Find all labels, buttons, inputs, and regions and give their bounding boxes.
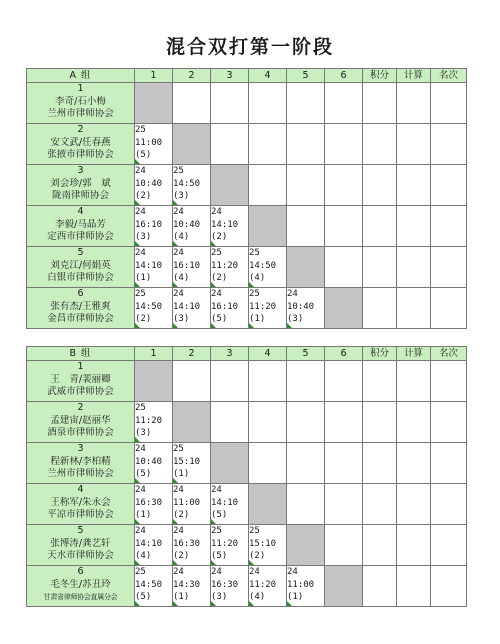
group-name: B 组 [27,347,135,361]
empty-cell [211,402,249,443]
match-time: 14:50 [173,178,201,189]
team-cell [27,525,135,566]
empty-cell [363,124,397,165]
match-cell [211,566,249,607]
column-header: 4 [249,69,287,83]
column-header: 3 [211,347,249,361]
match-time: 10:40 [287,301,315,312]
team-players: 张博涛/龚艺轩 [50,537,111,549]
team-cell [27,402,135,443]
match-court: (3) [135,428,152,438]
team-row [27,525,467,566]
team-row [27,566,467,607]
match-court: (5) [135,469,152,479]
team-org: 酒泉市律师协会 [47,427,114,438]
match-time: 14:10 [211,219,239,230]
column-header: 3 [211,69,249,83]
match-points: 24 [211,207,222,217]
empty-cell [249,83,287,124]
team-number: 5 [77,525,84,536]
match-court: (2) [249,551,266,561]
self-match-cell [173,124,211,165]
team-org: 张掖市律师协会 [47,149,114,160]
empty-cell [325,247,363,288]
team-players: 安文武/任春燕 [50,136,111,148]
team-players: 张有杰/王雅爽 [50,300,111,312]
match-points: 24 [135,207,146,217]
empty-cell [397,361,431,402]
match-time: 16:10 [211,301,239,312]
match-court: (1) [173,469,190,479]
match-court: (2) [211,273,228,283]
match-points: 24 [135,526,146,536]
match-cell [211,247,249,288]
match-time: 14:10 [135,538,163,549]
empty-cell [397,206,431,247]
match-time: 11:20 [211,538,239,549]
empty-cell [363,566,397,607]
empty-cell [397,165,431,206]
page-title: 混合双打第一阶段 [165,36,334,58]
team-number: 1 [77,361,84,372]
empty-cell [363,165,397,206]
match-points: 25 [173,444,184,454]
empty-cell [211,83,249,124]
match-time: 11:00 [173,497,201,508]
empty-cell [363,288,397,329]
match-court: (1) [135,273,152,283]
column-header: 名次 [431,69,467,83]
match-time: 14:50 [135,579,163,590]
team-row [27,165,467,206]
self-match-cell [249,206,287,247]
match-time: 16:10 [135,219,163,230]
match-cell [173,443,211,484]
match-court: (5) [135,150,152,160]
match-cell [135,566,173,607]
team-number: 3 [77,443,84,454]
empty-cell [325,402,363,443]
match-points: 25 [135,125,146,135]
match-cell [249,566,287,607]
match-court: (3) [135,232,152,242]
team-players: 王称军/朱永会 [50,496,111,508]
team-org: 定西市律师协会 [47,231,114,242]
match-court: (2) [173,510,190,520]
match-court: (5) [135,592,152,602]
column-header: 积分 [363,347,397,361]
empty-cell [249,402,287,443]
empty-cell [431,124,467,165]
team-row [27,206,467,247]
team-cell [27,484,135,525]
column-header: 5 [287,347,325,361]
empty-cell [431,165,467,206]
match-time: 14:50 [135,301,163,312]
match-points: 24 [173,567,184,577]
column-header: 4 [249,347,287,361]
column-header: 名次 [431,347,467,361]
team-players: 毛冬生/苏丑玲 [50,578,111,590]
match-cell [173,247,211,288]
match-points: 25 [249,248,260,258]
match-time: 14:10 [135,260,163,271]
empty-cell [363,361,397,402]
match-court: (5) [211,314,228,324]
team-cell [27,206,135,247]
match-cell [249,288,287,329]
self-match-cell [211,443,249,484]
match-court: (2) [173,551,190,561]
match-cell [173,206,211,247]
empty-cell [431,206,467,247]
empty-cell [325,443,363,484]
match-court: (3) [287,314,304,324]
match-time: 10:40 [135,456,163,467]
match-cell [135,484,173,525]
team-row [27,402,467,443]
column-header: 2 [173,347,211,361]
empty-cell [287,402,325,443]
match-court: (4) [249,273,266,283]
match-time: 11:20 [249,579,277,590]
team-row [27,288,467,329]
team-number: 2 [77,124,84,135]
team-cell [27,165,135,206]
match-points: 24 [173,207,184,217]
match-points: 24 [211,567,222,577]
match-points: 24 [135,444,146,454]
empty-cell [363,247,397,288]
empty-cell [287,83,325,124]
match-cell [173,566,211,607]
team-players: 李毅/马晶芳 [55,218,106,230]
column-header: 计算 [397,69,431,83]
empty-cell [431,247,467,288]
self-match-cell [135,83,173,124]
empty-cell [287,165,325,206]
match-cell [287,566,325,607]
team-org: 兰州市律师协会 [47,468,114,479]
match-cell [173,288,211,329]
match-cell [211,206,249,247]
empty-cell [363,402,397,443]
match-cell [135,124,173,165]
team-cell [27,124,135,165]
match-points: 24 [287,289,298,299]
team-number: 2 [77,402,84,413]
team-number: 6 [77,288,84,299]
empty-cell [325,206,363,247]
team-row [27,484,467,525]
match-points: 24 [249,567,260,577]
empty-cell [325,165,363,206]
match-court: (3) [211,592,228,602]
match-cell [135,206,173,247]
team-row [27,361,467,402]
column-header: 1 [135,347,173,361]
team-players: 刘克江/何娟英 [50,259,111,271]
team-number: 4 [77,484,84,495]
team-row [27,247,467,288]
match-time: 10:40 [173,219,201,230]
match-court: (4) [173,232,190,242]
match-points: 24 [135,166,146,176]
column-header: 6 [325,347,363,361]
empty-cell [431,443,467,484]
team-org: 天水市律师协会 [47,550,114,561]
team-players: 李奇/石小梅 [55,95,106,107]
match-points: 24 [135,248,146,258]
empty-cell [249,361,287,402]
column-header: 5 [287,69,325,83]
column-header: 1 [135,69,173,83]
match-cell [135,443,173,484]
team-number: 3 [77,165,84,176]
match-court: (4) [173,273,190,283]
match-points: 25 [173,166,184,176]
empty-cell [397,484,431,525]
group-a-table [26,68,467,329]
self-match-cell [325,566,363,607]
match-time: 16:10 [173,260,201,271]
match-cell [211,288,249,329]
team-row [27,124,467,165]
empty-cell [363,484,397,525]
team-cell [27,566,135,607]
match-points: 25 [211,526,222,536]
self-match-cell [287,247,325,288]
team-players: 王 青/裴丽卿 [50,373,111,385]
match-time: 11:20 [211,260,239,271]
self-match-cell [249,484,287,525]
empty-cell [397,402,431,443]
empty-cell [363,525,397,566]
empty-cell [287,124,325,165]
match-court: (5) [211,551,228,561]
match-cell [173,525,211,566]
team-number: 5 [77,247,84,258]
match-time: 16:30 [211,579,239,590]
match-cell [211,525,249,566]
empty-cell [211,361,249,402]
column-header: 2 [173,69,211,83]
empty-cell [397,525,431,566]
match-court: (3) [173,314,190,324]
group-b-table [26,346,467,607]
match-time: 16:30 [173,538,201,549]
match-time: 15:10 [173,456,201,467]
match-points: 25 [135,289,146,299]
empty-cell [431,83,467,124]
match-court: (4) [249,592,266,602]
self-match-cell [173,402,211,443]
self-match-cell [135,361,173,402]
empty-cell [397,124,431,165]
empty-cell [287,361,325,402]
match-time: 11:00 [287,579,315,590]
empty-cell [173,361,211,402]
match-time: 14:10 [211,497,239,508]
match-cell [135,288,173,329]
empty-cell [287,484,325,525]
match-cell [173,484,211,525]
team-org: 兰州市律师协会 [47,108,114,119]
empty-cell [173,83,211,124]
match-points: 25 [211,248,222,258]
team-players: 刘会珍/郭 斌 [50,177,111,189]
match-points: 24 [173,485,184,495]
empty-cell [249,165,287,206]
team-players: 程新林/李柏精 [50,455,111,467]
match-points: 25 [135,567,146,577]
match-time: 10:40 [135,178,163,189]
match-court: (1) [287,592,304,602]
empty-cell [431,288,467,329]
match-cell [211,484,249,525]
team-number: 6 [77,566,84,577]
match-time: 11:00 [135,137,163,148]
match-court: (3) [173,191,190,201]
team-cell [27,83,135,124]
column-header: 计算 [397,347,431,361]
self-match-cell [287,525,325,566]
match-time: 14:30 [173,579,201,590]
match-court: (2) [135,191,152,201]
self-match-cell [325,288,363,329]
match-points: 24 [211,485,222,495]
column-header: 6 [325,69,363,83]
match-cell [135,247,173,288]
match-time: 14:10 [173,301,201,312]
empty-cell [431,525,467,566]
empty-cell [397,566,431,607]
match-points: 24 [287,567,298,577]
team-number: 1 [77,83,84,94]
match-points: 24 [173,248,184,258]
empty-cell [363,443,397,484]
match-points: 24 [173,526,184,536]
self-match-cell [211,165,249,206]
team-cell [27,247,135,288]
team-org: 陇南律师协会 [51,190,109,201]
match-cell [249,525,287,566]
match-time: 11:20 [135,415,163,426]
match-cell [287,288,325,329]
empty-cell [431,361,467,402]
match-court: (1) [249,314,266,324]
empty-cell [325,124,363,165]
match-court: (1) [135,510,152,520]
empty-cell [397,83,431,124]
team-players: 孟建宙/赵丽华 [50,414,111,426]
empty-cell [325,484,363,525]
team-cell [27,361,135,402]
match-court: (5) [211,510,228,520]
match-points: 24 [211,289,222,299]
empty-cell [397,288,431,329]
empty-cell [363,83,397,124]
match-time: 11:20 [249,301,277,312]
match-court: (2) [135,314,152,324]
empty-cell [325,83,363,124]
empty-cell [363,206,397,247]
match-points: 25 [249,526,260,536]
empty-cell [287,443,325,484]
match-time: 14:50 [249,260,277,271]
empty-cell [431,402,467,443]
match-time: 15:10 [249,538,277,549]
team-cell [27,443,135,484]
column-header: 积分 [363,69,397,83]
empty-cell [249,124,287,165]
team-row [27,443,467,484]
empty-cell [325,525,363,566]
match-cell [249,247,287,288]
empty-cell [397,443,431,484]
match-points: 25 [135,403,146,413]
empty-cell [431,566,467,607]
match-cell [135,165,173,206]
empty-cell [211,124,249,165]
match-cell [135,402,173,443]
empty-cell [397,247,431,288]
match-cell [135,525,173,566]
team-org: 金昌市律师协会 [47,313,114,324]
empty-cell [325,361,363,402]
match-points: 24 [135,485,146,495]
team-org: 武威市律师协会 [47,386,114,397]
empty-cell [287,206,325,247]
match-court: (4) [135,551,152,561]
team-cell [27,288,135,329]
team-org: 甘肃省律师协会直属分会 [43,593,118,601]
team-org: 平凉市律师协会 [47,509,114,520]
header-row [27,347,467,361]
match-court: (1) [173,592,190,602]
header-row [27,69,467,83]
match-court: (2) [211,232,228,242]
team-row [27,83,467,124]
empty-cell [249,443,287,484]
team-number: 4 [77,206,84,217]
group-name: A 组 [27,69,135,83]
match-time: 16:30 [135,497,163,508]
match-points: 24 [173,289,184,299]
team-org: 白银市律师协会 [47,272,114,283]
empty-cell [431,484,467,525]
match-cell [173,165,211,206]
match-points: 25 [249,289,260,299]
